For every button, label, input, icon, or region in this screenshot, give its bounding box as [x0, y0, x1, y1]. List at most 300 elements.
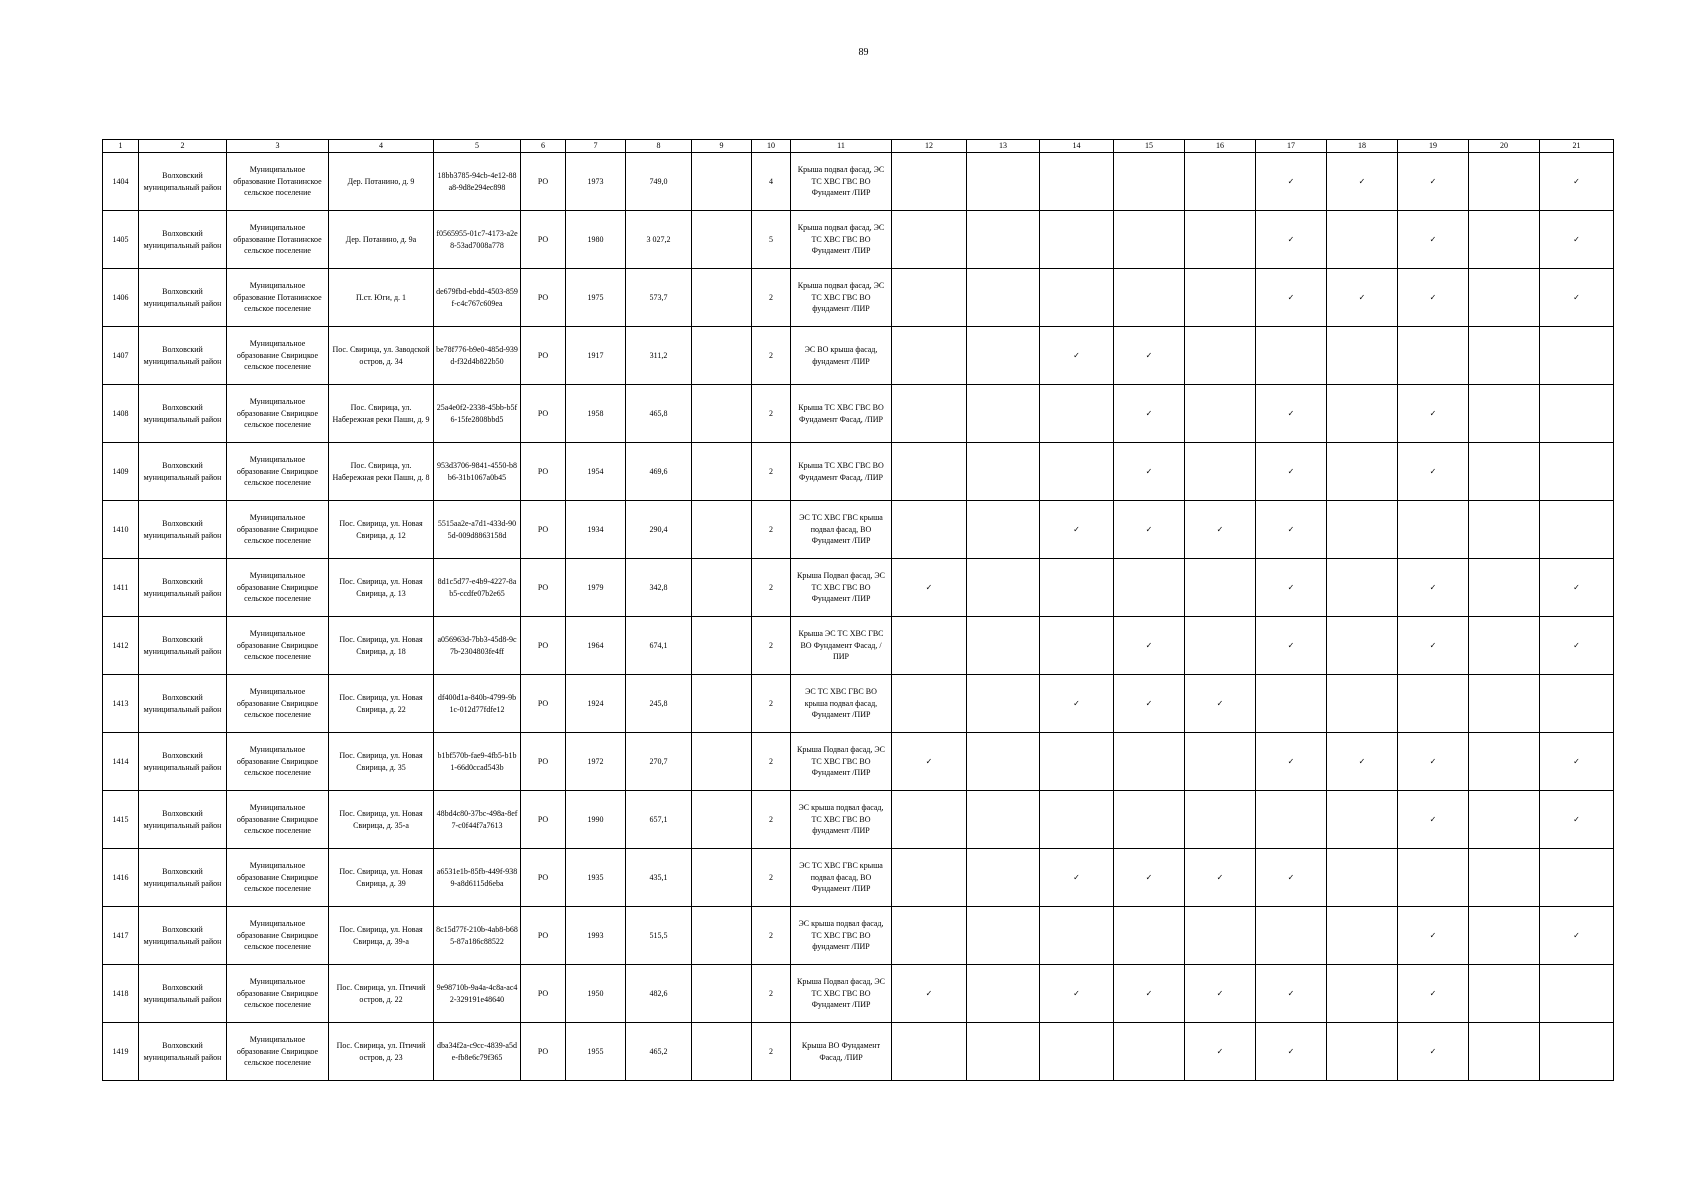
empty-work-cell: [1398, 501, 1469, 559]
check-mark-icon: ✓: [892, 965, 967, 1023]
header-row: [103, 140, 1614, 153]
empty-work-cell: [1114, 153, 1185, 211]
empty-work-cell: [892, 327, 967, 385]
fund-form-cell: РО: [521, 849, 566, 907]
empty-work-cell: [967, 385, 1040, 443]
municipality-cell: Муниципальное образование Потанинское сельское поселение: [227, 153, 329, 211]
table-row: [103, 269, 1614, 327]
total-area-cell: 465,8: [626, 385, 692, 443]
works-list-cell: Крыша ВО Фундамент Фасад, /ПИР: [791, 1023, 892, 1081]
empty-work-cell: [1040, 443, 1114, 501]
table-row: [103, 849, 1614, 907]
empty-work-cell: [1185, 327, 1256, 385]
district-cell: Волховский муниципальный район: [139, 907, 227, 965]
empty-work-cell: [1185, 617, 1256, 675]
check-mark-icon: ✓: [1398, 907, 1469, 965]
works-list-cell: Крыша подвал фасад, ЭС ТС ХВС ГВС ВО Фундамент /ПИР: [791, 211, 892, 269]
build-year-cell: 1924: [566, 675, 626, 733]
empty-work-cell: [967, 153, 1040, 211]
floors-cell: 2: [752, 965, 791, 1023]
housing-registry-table: [102, 139, 1614, 1081]
column-header-16: 16: [1185, 140, 1256, 153]
table-row: [103, 443, 1614, 501]
check-mark-icon: ✓: [1398, 443, 1469, 501]
empty-work-cell: [1469, 443, 1540, 501]
empty-work-cell: [1469, 153, 1540, 211]
total-area-cell: 482,6: [626, 965, 692, 1023]
column-header-21: 21: [1540, 140, 1614, 153]
empty-work-cell: [1114, 559, 1185, 617]
address-cell: Пос. Свирица, ул. Новая Свирица, д. 39-а: [329, 907, 434, 965]
check-mark-icon: ✓: [1398, 791, 1469, 849]
empty-work-cell: [1040, 269, 1114, 327]
row-number-cell: 1414: [103, 733, 139, 791]
empty-work-cell: [1040, 153, 1114, 211]
total-area-cell: 573,7: [626, 269, 692, 327]
column-9-cell: [692, 965, 752, 1023]
column-header-11: 11: [791, 140, 892, 153]
fund-form-cell: РО: [521, 675, 566, 733]
column-header-1: 1: [103, 140, 139, 153]
fund-form-cell: РО: [521, 501, 566, 559]
empty-work-cell: [892, 153, 967, 211]
build-year-cell: 1975: [566, 269, 626, 327]
check-mark-icon: ✓: [1256, 965, 1327, 1023]
check-mark-icon: ✓: [1256, 153, 1327, 211]
empty-work-cell: [967, 211, 1040, 269]
total-area-cell: 749,0: [626, 153, 692, 211]
district-cell: Волховский муниципальный район: [139, 211, 227, 269]
column-header-17: 17: [1256, 140, 1327, 153]
works-list-cell: Крыша подвал фасад, ЭС ТС ХВС ГВС ВО Фундамент /ПИР: [791, 153, 892, 211]
municipality-cell: Муниципальное образование Свирицкое сельское поселение: [227, 559, 329, 617]
build-year-cell: 1955: [566, 1023, 626, 1081]
district-cell: Волховский муниципальный район: [139, 501, 227, 559]
address-cell: Дер. Потанино, д. 9а: [329, 211, 434, 269]
works-list-cell: ЭС ВО крыша фасад, фундамент /ПИР: [791, 327, 892, 385]
column-9-cell: [692, 269, 752, 327]
district-cell: Волховский муниципальный район: [139, 327, 227, 385]
row-number-cell: 1409: [103, 443, 139, 501]
works-list-cell: ЭС ТС ХВС ГВС крыша подвал фасад, ВО Фундамент /ПИР: [791, 501, 892, 559]
empty-work-cell: [1040, 559, 1114, 617]
empty-work-cell: [1256, 327, 1327, 385]
building-guid-cell: a6531e1b-85fb-449f-9389-a8d6115d6eba: [434, 849, 521, 907]
empty-work-cell: [892, 211, 967, 269]
total-area-cell: 469,6: [626, 443, 692, 501]
empty-work-cell: [1040, 385, 1114, 443]
empty-work-cell: [967, 501, 1040, 559]
column-9-cell: [692, 443, 752, 501]
building-guid-cell: 9e98710b-9a4a-4c8a-ac42-329191e48640: [434, 965, 521, 1023]
empty-work-cell: [1327, 211, 1398, 269]
address-cell: Пос. Свирица, ул. Птичий остров, д. 23: [329, 1023, 434, 1081]
check-mark-icon: ✓: [1114, 501, 1185, 559]
check-mark-icon: ✓: [1114, 385, 1185, 443]
column-9-cell: [692, 501, 752, 559]
municipality-cell: Муниципальное образование Свирицкое сельское поселение: [227, 443, 329, 501]
build-year-cell: 1964: [566, 617, 626, 675]
municipality-cell: Муниципальное образование Свирицкое сельское поселение: [227, 501, 329, 559]
row-number-cell: 1417: [103, 907, 139, 965]
empty-work-cell: [1469, 907, 1540, 965]
empty-work-cell: [892, 617, 967, 675]
empty-work-cell: [967, 675, 1040, 733]
column-9-cell: [692, 559, 752, 617]
municipality-cell: Муниципальное образование Свирицкое сельское поселение: [227, 907, 329, 965]
check-mark-icon: ✓: [892, 733, 967, 791]
table-row: [103, 385, 1614, 443]
column-9-cell: [692, 1023, 752, 1081]
floors-cell: 2: [752, 327, 791, 385]
check-mark-icon: ✓: [1114, 617, 1185, 675]
empty-work-cell: [1327, 443, 1398, 501]
check-mark-icon: ✓: [1114, 327, 1185, 385]
empty-work-cell: [1327, 849, 1398, 907]
column-9-cell: [692, 849, 752, 907]
empty-work-cell: [1469, 269, 1540, 327]
empty-work-cell: [1114, 269, 1185, 327]
check-mark-icon: ✓: [1398, 733, 1469, 791]
row-number-cell: 1419: [103, 1023, 139, 1081]
total-area-cell: 3 027,2: [626, 211, 692, 269]
address-cell: Пос. Свирица, ул. Новая Свирица, д. 13: [329, 559, 434, 617]
address-cell: Пос. Свирица, ул. Новая Свирица, д. 35-а: [329, 791, 434, 849]
empty-work-cell: [967, 733, 1040, 791]
floors-cell: 2: [752, 501, 791, 559]
works-list-cell: Крыша ЭС ТС ХВС ГВС ВО Фундамент Фасад, /ПИР: [791, 617, 892, 675]
address-cell: Дер. Потанино, д. 9: [329, 153, 434, 211]
column-9-cell: [692, 327, 752, 385]
total-area-cell: 290,4: [626, 501, 692, 559]
building-guid-cell: 18bb3785-94cb-4e12-88a8-9d8e294ec898: [434, 153, 521, 211]
build-year-cell: 1950: [566, 965, 626, 1023]
table-row: [103, 791, 1614, 849]
table-row: [103, 153, 1614, 211]
build-year-cell: 1972: [566, 733, 626, 791]
column-header-12: 12: [892, 140, 967, 153]
works-list-cell: Крыша подвал фасад, ЭС ТС ХВС ГВС ВО фундамент /ПИР: [791, 269, 892, 327]
floors-cell: 2: [752, 791, 791, 849]
empty-work-cell: [892, 849, 967, 907]
empty-work-cell: [1469, 385, 1540, 443]
empty-work-cell: [1469, 849, 1540, 907]
empty-work-cell: [1469, 211, 1540, 269]
empty-work-cell: [1185, 733, 1256, 791]
empty-work-cell: [892, 501, 967, 559]
check-mark-icon: ✓: [1185, 849, 1256, 907]
table-row: [103, 733, 1614, 791]
empty-work-cell: [1256, 907, 1327, 965]
table-row: [103, 501, 1614, 559]
column-9-cell: [692, 733, 752, 791]
works-list-cell: ЭС ТС ХВС ГВС ВО крыша подвал фасад, Фундамент /ПИР: [791, 675, 892, 733]
empty-work-cell: [892, 907, 967, 965]
empty-work-cell: [1185, 153, 1256, 211]
building-guid-cell: de679fbd-ebdd-4503-859f-c4c767c609ea: [434, 269, 521, 327]
empty-work-cell: [1469, 733, 1540, 791]
column-header-10: 10: [752, 140, 791, 153]
empty-work-cell: [1040, 907, 1114, 965]
municipality-cell: Муниципальное образование Свирицкое сельское поселение: [227, 327, 329, 385]
works-list-cell: Крыша ТС ХВС ГВС ВО Фундамент Фасад, /ПИР: [791, 385, 892, 443]
district-cell: Волховский муниципальный район: [139, 965, 227, 1023]
fund-form-cell: РО: [521, 733, 566, 791]
fund-form-cell: РО: [521, 211, 566, 269]
column-header-18: 18: [1327, 140, 1398, 153]
district-cell: Волховский муниципальный район: [139, 153, 227, 211]
empty-work-cell: [1327, 559, 1398, 617]
check-mark-icon: ✓: [1185, 1023, 1256, 1081]
column-header-20: 20: [1469, 140, 1540, 153]
empty-work-cell: [1469, 965, 1540, 1023]
check-mark-icon: ✓: [1040, 501, 1114, 559]
row-number-cell: 1411: [103, 559, 139, 617]
district-cell: Волховский муниципальный район: [139, 269, 227, 327]
empty-work-cell: [1327, 327, 1398, 385]
floors-cell: 2: [752, 733, 791, 791]
works-list-cell: Крыша Подвал фасад, ЭС ТС ХВС ГВС ВО Фундамент /ПИР: [791, 733, 892, 791]
empty-work-cell: [892, 675, 967, 733]
column-header-8: 8: [626, 140, 692, 153]
municipality-cell: Муниципальное образование Потанинское сельское поселение: [227, 269, 329, 327]
empty-work-cell: [967, 849, 1040, 907]
empty-work-cell: [1185, 791, 1256, 849]
check-mark-icon: ✓: [1256, 211, 1327, 269]
row-number-cell: 1410: [103, 501, 139, 559]
floors-cell: 2: [752, 849, 791, 907]
empty-work-cell: [1114, 907, 1185, 965]
total-area-cell: 342,8: [626, 559, 692, 617]
column-header-7: 7: [566, 140, 626, 153]
check-mark-icon: ✓: [1398, 211, 1469, 269]
empty-work-cell: [1469, 1023, 1540, 1081]
table-row: [103, 559, 1614, 617]
municipality-cell: Муниципальное образование Свирицкое сельское поселение: [227, 385, 329, 443]
table-row: [103, 211, 1614, 269]
municipality-cell: Муниципальное образование Свирицкое сельское поселение: [227, 1023, 329, 1081]
municipality-cell: Муниципальное образование Свирицкое сельское поселение: [227, 617, 329, 675]
empty-work-cell: [1327, 385, 1398, 443]
row-number-cell: 1407: [103, 327, 139, 385]
check-mark-icon: ✓: [1256, 443, 1327, 501]
building-guid-cell: dba34f2a-c9cc-4839-a5de-fb8e6c79f365: [434, 1023, 521, 1081]
column-9-cell: [692, 153, 752, 211]
check-mark-icon: ✓: [1256, 269, 1327, 327]
total-area-cell: 657,1: [626, 791, 692, 849]
table-row: [103, 327, 1614, 385]
empty-work-cell: [1114, 211, 1185, 269]
check-mark-icon: ✓: [1327, 269, 1398, 327]
address-cell: Пос. Свирица, ул. Набережная реки Пашн, д. 8: [329, 443, 434, 501]
check-mark-icon: ✓: [1398, 385, 1469, 443]
empty-work-cell: [1040, 733, 1114, 791]
table-row: [103, 617, 1614, 675]
building-guid-cell: 8c15d77f-210b-4ab8-b685-87a186c88522: [434, 907, 521, 965]
column-9-cell: [692, 907, 752, 965]
district-cell: Волховский муниципальный район: [139, 617, 227, 675]
row-number-cell: 1415: [103, 791, 139, 849]
building-guid-cell: b1bf570b-fae9-4fb5-b1b1-66d0ccad543b: [434, 733, 521, 791]
empty-work-cell: [967, 791, 1040, 849]
floors-cell: 2: [752, 443, 791, 501]
column-9-cell: [692, 675, 752, 733]
floors-cell: 2: [752, 1023, 791, 1081]
empty-work-cell: [967, 559, 1040, 617]
works-list-cell: Крыша ТС ХВС ГВС ВО Фундамент Фасад, /ПИР: [791, 443, 892, 501]
check-mark-icon: ✓: [1256, 733, 1327, 791]
column-header-9: 9: [692, 140, 752, 153]
fund-form-cell: РО: [521, 269, 566, 327]
fund-form-cell: РО: [521, 1023, 566, 1081]
fund-form-cell: РО: [521, 385, 566, 443]
empty-work-cell: [1327, 675, 1398, 733]
empty-work-cell: [1040, 211, 1114, 269]
empty-work-cell: [1185, 269, 1256, 327]
check-mark-icon: ✓: [892, 559, 967, 617]
build-year-cell: 1973: [566, 153, 626, 211]
check-mark-icon: ✓: [1256, 501, 1327, 559]
check-mark-icon: ✓: [1398, 1023, 1469, 1081]
row-number-cell: 1412: [103, 617, 139, 675]
empty-work-cell: [967, 269, 1040, 327]
check-mark-icon: ✓: [1398, 617, 1469, 675]
empty-work-cell: [1469, 791, 1540, 849]
empty-work-cell: [1540, 501, 1614, 559]
empty-work-cell: [1256, 791, 1327, 849]
empty-work-cell: [892, 385, 967, 443]
check-mark-icon: ✓: [1540, 617, 1614, 675]
row-number-cell: 1416: [103, 849, 139, 907]
build-year-cell: 1934: [566, 501, 626, 559]
column-9-cell: [692, 385, 752, 443]
address-cell: П.ст. Юги, д. 1: [329, 269, 434, 327]
building-guid-cell: df400d1a-840b-4799-9b1c-012d77fdfe12: [434, 675, 521, 733]
check-mark-icon: ✓: [1540, 907, 1614, 965]
check-mark-icon: ✓: [1114, 849, 1185, 907]
empty-work-cell: [1114, 1023, 1185, 1081]
district-cell: Волховский муниципальный район: [139, 791, 227, 849]
empty-work-cell: [1185, 907, 1256, 965]
district-cell: Волховский муниципальный район: [139, 443, 227, 501]
fund-form-cell: РО: [521, 327, 566, 385]
check-mark-icon: ✓: [1540, 733, 1614, 791]
empty-work-cell: [1540, 1023, 1614, 1081]
empty-work-cell: [1040, 791, 1114, 849]
row-number-cell: 1404: [103, 153, 139, 211]
build-year-cell: 1958: [566, 385, 626, 443]
check-mark-icon: ✓: [1540, 211, 1614, 269]
column-header-2: 2: [139, 140, 227, 153]
fund-form-cell: РО: [521, 153, 566, 211]
district-cell: Волховский муниципальный район: [139, 1023, 227, 1081]
row-number-cell: 1408: [103, 385, 139, 443]
check-mark-icon: ✓: [1185, 965, 1256, 1023]
works-list-cell: ЭС крыша подвал фасад, ТС ХВС ГВС ВО фундамент /ПИР: [791, 791, 892, 849]
page-number: 89: [858, 47, 869, 58]
column-header-19: 19: [1398, 140, 1469, 153]
check-mark-icon: ✓: [1040, 327, 1114, 385]
empty-work-cell: [967, 1023, 1040, 1081]
empty-work-cell: [1040, 1023, 1114, 1081]
building-guid-cell: 25a4e0f2-2338-45bb-b5f6-15fe2808bbd5: [434, 385, 521, 443]
check-mark-icon: ✓: [1540, 791, 1614, 849]
check-mark-icon: ✓: [1114, 965, 1185, 1023]
empty-work-cell: [1540, 849, 1614, 907]
check-mark-icon: ✓: [1540, 559, 1614, 617]
empty-work-cell: [892, 1023, 967, 1081]
column-header-3: 3: [227, 140, 329, 153]
total-area-cell: 465,2: [626, 1023, 692, 1081]
check-mark-icon: ✓: [1040, 965, 1114, 1023]
build-year-cell: 1979: [566, 559, 626, 617]
empty-work-cell: [1327, 965, 1398, 1023]
check-mark-icon: ✓: [1398, 269, 1469, 327]
empty-work-cell: [1327, 617, 1398, 675]
address-cell: Пос. Свирица, ул. Новая Свирица, д. 12: [329, 501, 434, 559]
build-year-cell: 1935: [566, 849, 626, 907]
build-year-cell: 1993: [566, 907, 626, 965]
empty-work-cell: [1398, 849, 1469, 907]
table-row: [103, 965, 1614, 1023]
district-cell: Волховский муниципальный район: [139, 675, 227, 733]
empty-work-cell: [1398, 327, 1469, 385]
empty-work-cell: [1469, 327, 1540, 385]
column-9-cell: [692, 617, 752, 675]
build-year-cell: 1980: [566, 211, 626, 269]
floors-cell: 5: [752, 211, 791, 269]
row-number-cell: 1406: [103, 269, 139, 327]
empty-work-cell: [1256, 675, 1327, 733]
empty-work-cell: [892, 443, 967, 501]
empty-work-cell: [1185, 443, 1256, 501]
empty-work-cell: [1114, 791, 1185, 849]
total-area-cell: 245,8: [626, 675, 692, 733]
check-mark-icon: ✓: [1256, 1023, 1327, 1081]
column-header-6: 6: [521, 140, 566, 153]
column-header-15: 15: [1114, 140, 1185, 153]
empty-work-cell: [1398, 675, 1469, 733]
column-9-cell: [692, 211, 752, 269]
check-mark-icon: ✓: [1540, 269, 1614, 327]
fund-form-cell: РО: [521, 559, 566, 617]
empty-work-cell: [1540, 675, 1614, 733]
check-mark-icon: ✓: [1185, 501, 1256, 559]
total-area-cell: 311,2: [626, 327, 692, 385]
table-row: [103, 675, 1614, 733]
empty-work-cell: [1040, 617, 1114, 675]
works-list-cell: ЭС крыша подвал фасад, ТС ХВС ГВС ВО фундамент /ПИР: [791, 907, 892, 965]
empty-work-cell: [1540, 965, 1614, 1023]
floors-cell: 2: [752, 617, 791, 675]
column-header-14: 14: [1040, 140, 1114, 153]
empty-work-cell: [1185, 211, 1256, 269]
municipality-cell: Муниципальное образование Свирицкое сельское поселение: [227, 733, 329, 791]
empty-work-cell: [967, 907, 1040, 965]
empty-work-cell: [1469, 617, 1540, 675]
table-row: [103, 1023, 1614, 1081]
check-mark-icon: ✓: [1256, 559, 1327, 617]
building-guid-cell: 5515aa2e-a7d1-433d-905d-009d8863158d: [434, 501, 521, 559]
column-header-13: 13: [967, 140, 1040, 153]
check-mark-icon: ✓: [1398, 153, 1469, 211]
address-cell: Пос. Свирица, ул. Новая Свирица, д. 22: [329, 675, 434, 733]
empty-work-cell: [967, 443, 1040, 501]
municipality-cell: Муниципальное образование Свирицкое сельское поселение: [227, 849, 329, 907]
check-mark-icon: ✓: [1398, 965, 1469, 1023]
check-mark-icon: ✓: [1327, 153, 1398, 211]
empty-work-cell: [1327, 791, 1398, 849]
